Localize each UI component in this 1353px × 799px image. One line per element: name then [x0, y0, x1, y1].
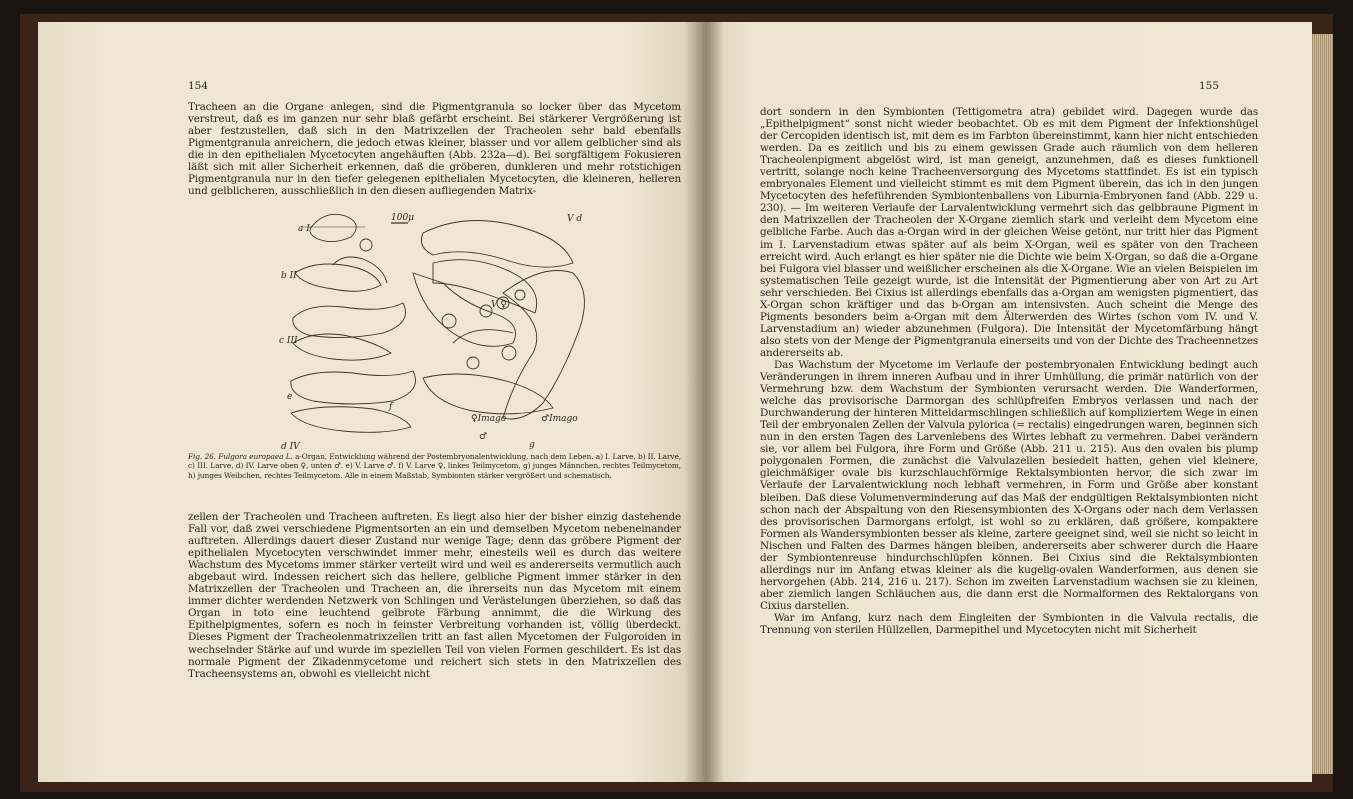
- open-book: [20, 14, 1333, 792]
- right-paragraph-2: Das Wachstum der Mycetome im Verlaufe der postembryonalen Entwicklung bedingt auch Veränderungen in ihrem inneren Aufbau und in ihrer Umhüllung, die primär natürlich von der Vermehrung bzw. dem Wachstum der Symbionten verursacht werden. Die Wanderformen, welche das provisorische Darmorgan des schlüpfreifen Embryos verlassen und nach der Durchwanderung der hinteren Mitteldarmschlingen schließlich auf kompliziertem Wege in einen Teil der embryonalen Zellen der Valvula pylorica (= rectalis) eingedrungen waren, beginnen sich nun in den ersten Tagen des Larvenlebens des Wirtes lebhaft zu vermehren. Dabei verändern sie, vor allem bei Fulgora, ihre Form und Größe (Abb. 211 u. 215). Aus den ovalen bis plump polygonalen Formen, die zunächst die Valvulazellen besiedelt hatten, gehen viel kleinere, gleichmäßiger ovale bis kurzschlauchförmige Rektalsymbionten hervor, die sich zwar im Verlaufe der Larvalentwicklung noch lebhaft vermehren, in Form und Größe aber konstant bleiben. Daß diese Volumenverminderung auf das Maß der endgültigen Rektalsymbionten nicht schon nach der Abspaltung von den Riesensymbionten des X-Organs oder nach dem Verlassen des provisorischen Darmorgans erfolgt, ist wohl so zu erklären, daß größere, kompaktere Formen als Wandersymbionten besser als kleine, zartere geeignet sind, weil sie nicht so leicht in Nischen und Falten des Darmes hängen bleiben, andererseits aber schwerer durch die Haare der Symbiontenreuse hindurchschlüpfen können. Bei Cixius sind die Rektalsymbionten allerdings nur im Anfang etwas kleiner als die kugelig-ovalen Wanderformen, aus denen sie hervorgehen (Abb. 214, 216 u. 217). Schon im zweiten Larvenstadium wachsen sie zu kleinen, aber ziemlich langen Schläuchen aus, die dann erst die Normalformen des Rektalorgans von Cixius darstellen.: [760, 358, 1258, 612]
- figure-caption: [188, 452, 681, 480]
- left-paragraph-2: [188, 511, 681, 680]
- figure-label-Vd: V d: [567, 214, 583, 224]
- figure-label-cIII: c III: [279, 336, 298, 346]
- right-page: [702, 22, 1312, 782]
- left-paragraph-1-text: Tracheen an die Organe anlegen, sind die Pigmentgranula so locker über das Mycetom verstreut, daß es im ganzen nur sehr blaß gefärbt erscheint. Bei stärkerer Vergrößerung ist aber festzustellen, daß sich in den Matrixzellen der Tracheolen sehr bald ebenfalls Pigmentgranula anreichern, die jedoch etwas kleiner, blasser und vor allem gelblicher sind als die in den epithelialen Mycetocyten angehäuften (Abb. 232a—d). Bei sorgfältigem Fokusieren läßt sich mit aller Sicherheit erkennen, daß die gröberen, dunkleren und mehr rotstichigen Pigmentgranula nur in den tiefer gelegenen epithelialen Mycetocyten, die kleineren, helleren und gelblicheren, ausschließlich in den diesen aufliegenden Matrix-: [188, 101, 681, 198]
- right-paragraph-3: War im Anfang, kurz nach dem Eingleiten der Symbionten in die Valvula rectalis, die Trennung von sterilen Hüllzellen, Darmepithel und Mycetocyten nicht mit Sicherheit: [760, 611, 1258, 637]
- figure-label-e: e: [287, 392, 293, 402]
- figure-label-imago-male: ♂Imago: [541, 414, 578, 424]
- right-paragraph-1: dort sondern in den Symbionten (Tettigometra atra) gebildet wird. Dagegen wurde das „Epithelpigment“ sonst nicht wieder beobachtet. Ob es mit dem Pigment der Infektionshügel der Cercopiden identisch ist, mit dem es im Farbton übereinstimmt, kann hier nicht entschieden werden. Da es zeitlich und bis zu einem gewissen Grade auch räumlich von dem helleren Tracheolenpigment abgelöst wird, ist man geneigt, anzunehmen, daß es dieses funktionell vertritt, solange noch keine Tracheenversorgung des Mycetoms stattfindet. Es ist ein typisch embryonales Element und vielleicht stimmt es mit dem Pigment überein, das ich in den jungen Mycetocyten des hefeführenden Symbiontenballens von Liburnia-Embryonen fand (Abb. 229 u. 230). — Im weiteren Verlaufe der Larvalentwicklung vermehrt sich das gelbbraune Pigment in den Matrixzellen der Tracheolen der X-Organe ziemlich stark und verleiht dem Mycetom eine gelbliche Farbe. Auch das a-Organ wird in der gleichen Weise getönt, nur tritt hier das Pigment im I. Larvenstadium etwas später auf als beim X-Organ, weil es später von den Tracheen erreicht wird. Auch erlangt es hier später nie die Dichte wie beim X-Organ, so daß die a-Organe bei Fulgora viel blasser und weißlicher erscheinen als die X-Organe. Wie an vielen Beispielen im systematischen Teile gezeigt wurde, ist die Intensität der Pigmentierung aber von Art zu Art sehr verschieden. Bei Cixius ist allerdings ebenfalls das a-Organ am wenigsten pigmentiert, das X-Organ schon kräftiger und das b-Organ am intensivsten. Auch scheint die Menge des Pigments besonders beim a-Organ mit dem Älterwerden des Wirtes (schon vom IV. und V. Larvenstadium an) wieder abzunehmen (Fulgora). Die Intensität der Mycetomfärbung hängt also stets von der Menge der Pigmentgranula einerseits und von der Dichte des Tracheennetzes andererseits ab.: [760, 106, 1258, 359]
- left-paragraph-2-text: zellen der Tracheolen und Tracheen auftreten. Es liegt also hier der bisher einzig dastehende Fall vor, daß zwei verschiedene Pigmentsorten an ein und demselben Mycetom nebeneinander auftreten. Allerdings dauert dieser Zustand nur wenige Tage; denn das gröbere Pigment der epithelialen Mycetocyten verschwindet immer mehr, einesteils weil es durch das weitere Wachstum des Mycetoms immer stärker verteilt wird und weil es andererseits vermutlich auch abgebaut wird. Indessen reichert sich das hellere, gelbliche Pigment immer stärker in den Matrixzellen der Tracheolen und Tracheen an, die ihrerseits nun das Mycetom mit einem immer dichter werdenden Netzwerk von Schlingen und Verästelungen überziehen, so daß das Organ in toto eine leuchtend gelbrote Färbung annimmt, die die Wirkung des Epithelpigmentes, sofern es noch in feinster Verbreitung vorhanden ist, völlig überdeckt. Dieses Pigment der Tracheolenmatrixzellen tritt an fast allen Mycetomen der Fulgoroiden in wechselnder Stärke auf und wurde im speziellen Teil von vielen Formen geschildert. Es ist das normale Pigment der Zikadenmycetome und reichert sich stets in den Matrixzellen des Tracheensystems an, obwohl es vielleicht nicht: [188, 511, 681, 680]
- figure-label-d-small: ♂: [479, 432, 488, 442]
- figure-label-f: f: [389, 402, 393, 412]
- figure-label-dIV: d IV: [281, 442, 300, 451]
- left-page: [38, 22, 705, 782]
- right-text-block: [760, 106, 1258, 636]
- figure-label-aI: a I: [298, 224, 310, 234]
- left-paragraph-1: [188, 101, 681, 197]
- figure-mycetom-development: [273, 203, 598, 451]
- page-edges: [1309, 34, 1333, 774]
- figure-label-Vz: V ♀: [491, 300, 507, 310]
- page-number-right: 155: [1198, 80, 1219, 92]
- figure-caption-title: Fig. 26. Fulgora europaea L.: [188, 452, 293, 461]
- figure-label-g: g: [529, 440, 535, 450]
- page-number-left: 154: [188, 80, 209, 92]
- figure-caption-text: a-Organ, Entwicklung während der Postembryonalentwicklung, nach dem Leben. a) I. Larve, b) II. Larve, c) III. Larve, d) IV. Larve oben ♀, unten ♂. e) V. Larve ♂. f) V. Larve ♀, linkes Teilmycetom, g) junges Männchen, rechtes Teilmycetom, h) junges Weibchen, rechtes Teilmycetom. Alle in einem Maßstab, Symbionten stärker vergrößert und schematisch.: [188, 452, 681, 480]
- figure-label-bII: b II: [281, 271, 297, 281]
- figure-label-scale: 100μ: [391, 213, 415, 223]
- figure-label-imago-female: ♀Imago: [471, 414, 507, 424]
